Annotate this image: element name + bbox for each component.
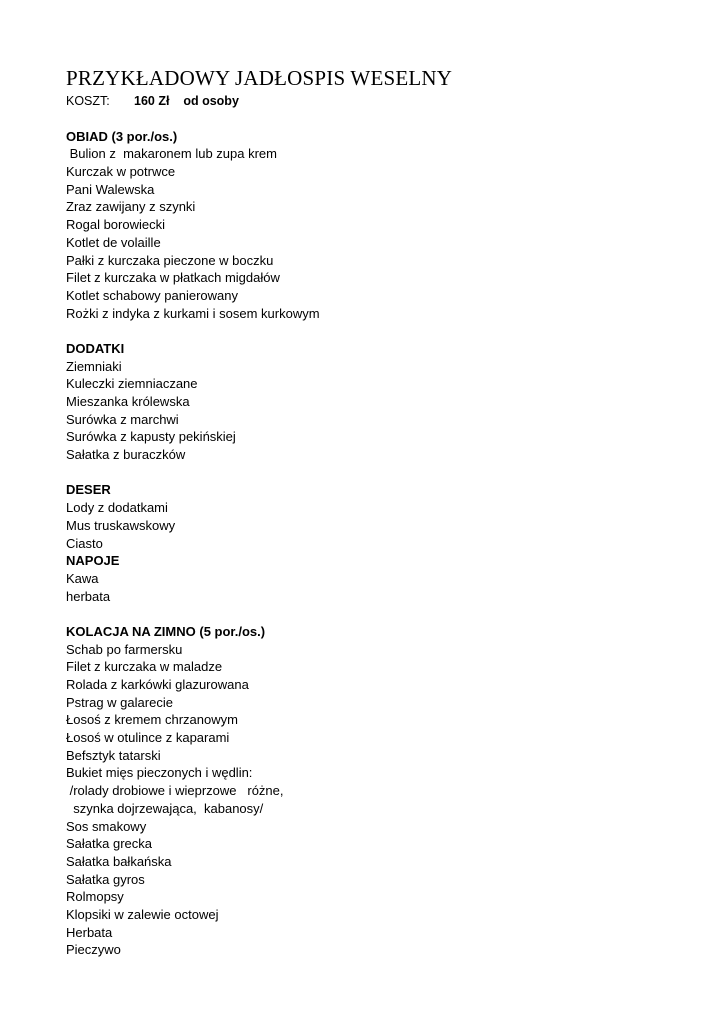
menu-item: Kotlet de volaille (66, 234, 161, 250)
menu-item: Lody z dodatkami (66, 500, 168, 516)
menu-item: Pstrag w galarecie (66, 694, 173, 710)
menu-item: Sałatka z buraczków (66, 447, 186, 463)
menu-item: Surówka z marchwi (66, 411, 179, 427)
menu-item: Kurczak w potrwce (66, 164, 176, 180)
menu-item: Pieczywo (66, 942, 121, 958)
cost-per: od osoby (183, 94, 239, 108)
menu-item: Sałatka gyros (66, 871, 145, 887)
menu-item: Surówka z kapusty pekińskiej (66, 429, 236, 445)
cost-price: 160 Zł (134, 94, 170, 108)
cost-label: KOSZT: (66, 94, 110, 108)
menu-item: Rogal borowiecki (66, 217, 165, 233)
menu-item: Zraz zawijany z szynki (66, 199, 196, 215)
menu-item: Mieszanka królewska (66, 394, 190, 409)
menu-item: Kotlet schabowy panierowany (66, 287, 238, 303)
menu-item: Łosoś z kremem chrzanowym (66, 712, 238, 728)
spacer (66, 110, 666, 128)
menu-item: Bulion z makaronem lub zupa krem (66, 146, 277, 162)
section-obiad (66, 128, 666, 323)
section-dodatki (66, 340, 666, 464)
section-heading-napoje: NAPOJE (66, 553, 120, 569)
menu-item: Sos smakowy (66, 818, 147, 834)
section-heading-deser: DESER (66, 482, 111, 498)
menu-item: Rożki z indyka z kurkami i sosem kurkowym (66, 305, 320, 321)
menu-item: Ziemniaki (66, 358, 122, 374)
section-heading-obiad: OBIAD (3 por./os.) (66, 128, 178, 144)
page-title: PRZYKŁADOWY JADŁOSPIS WESELNY (66, 66, 453, 90)
menu-document (66, 64, 666, 959)
section-heading-dodatki: DODATKI (66, 340, 125, 356)
menu-item: Rolmopsy (66, 889, 124, 905)
menu-item: Mus truskawskowy (66, 517, 176, 533)
menu-item: Herbata (66, 924, 113, 940)
menu-item: herbata (66, 588, 111, 604)
menu-item: Kawa (66, 570, 99, 586)
menu-item: Schab po farmersku (66, 641, 183, 657)
cost-line (66, 92, 666, 110)
menu-item: Rolada z karkówki glazurowana (66, 677, 249, 692)
menu-item: Sałatka bałkańska (66, 853, 172, 869)
menu-item: Ciasto (66, 535, 103, 551)
menu-item: Pani Walewska (66, 181, 155, 197)
spacer (66, 605, 666, 623)
menu-item: Befsztyk tatarski (66, 747, 161, 763)
spacer (66, 464, 666, 482)
section-kolacja (66, 623, 666, 959)
menu-item: Filet z kurczaka w płatkach migdałów (66, 270, 280, 286)
section-heading-kolacja: KOLACJA NA ZIMNO (5 por./os.) (66, 623, 266, 639)
menu-item: szynka dojrzewająca, kabanosy/ (66, 800, 264, 816)
menu-item: Łosoś w otulince z kaparami (66, 730, 230, 746)
menu-item: Sałatka grecka (66, 836, 152, 852)
spacer (66, 322, 666, 340)
menu-item: Filet z kurczaka w maladze (66, 659, 223, 675)
menu-item: Pałki z kurczaka pieczone w boczku (66, 252, 274, 268)
menu-item: Klopsiki w zalewie octowej (66, 906, 219, 922)
menu-item: /rolady drobiowe i wieprzowe różne, (66, 783, 284, 799)
section-napoje (66, 552, 666, 605)
section-deser (66, 481, 666, 552)
menu-item: Bukiet mięs pieczonych i wędlin: (66, 765, 253, 781)
menu-item: Kuleczki ziemniaczane (66, 376, 198, 392)
